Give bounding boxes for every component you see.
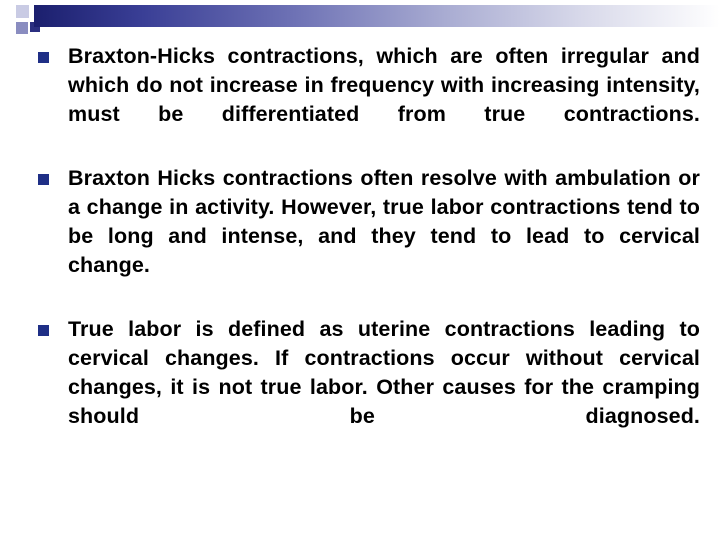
square-bullet-icon [38, 325, 49, 336]
square-bullet-icon [38, 174, 49, 185]
header-gradient-band [34, 5, 720, 27]
list-item [28, 42, 700, 158]
bullet-list [28, 42, 700, 460]
list-item [28, 164, 700, 309]
square-bullet-icon [38, 52, 49, 63]
slide-content [28, 42, 700, 466]
decor-square-light [16, 5, 29, 18]
bullet-text: Braxton Hicks contractions often resolve with ambulation or a change in activity. However, true labor contractions tend to be long and intense, and they tend to lead to cervical change. [68, 166, 700, 277]
bullet-text: True labor is defined as uterine contractions leading to cervical changes. If contractions occur without cervical changes, it is not true labor. Other causes for the cramping should be diagnosed. [68, 317, 700, 428]
list-item [28, 315, 700, 460]
decor-square-medium [16, 22, 28, 34]
bullet-text: Braxton-Hicks contractions, which are often irregular and which do not increase in frequency with increasing intensity, must be differentiated from true contractions. [68, 44, 700, 126]
